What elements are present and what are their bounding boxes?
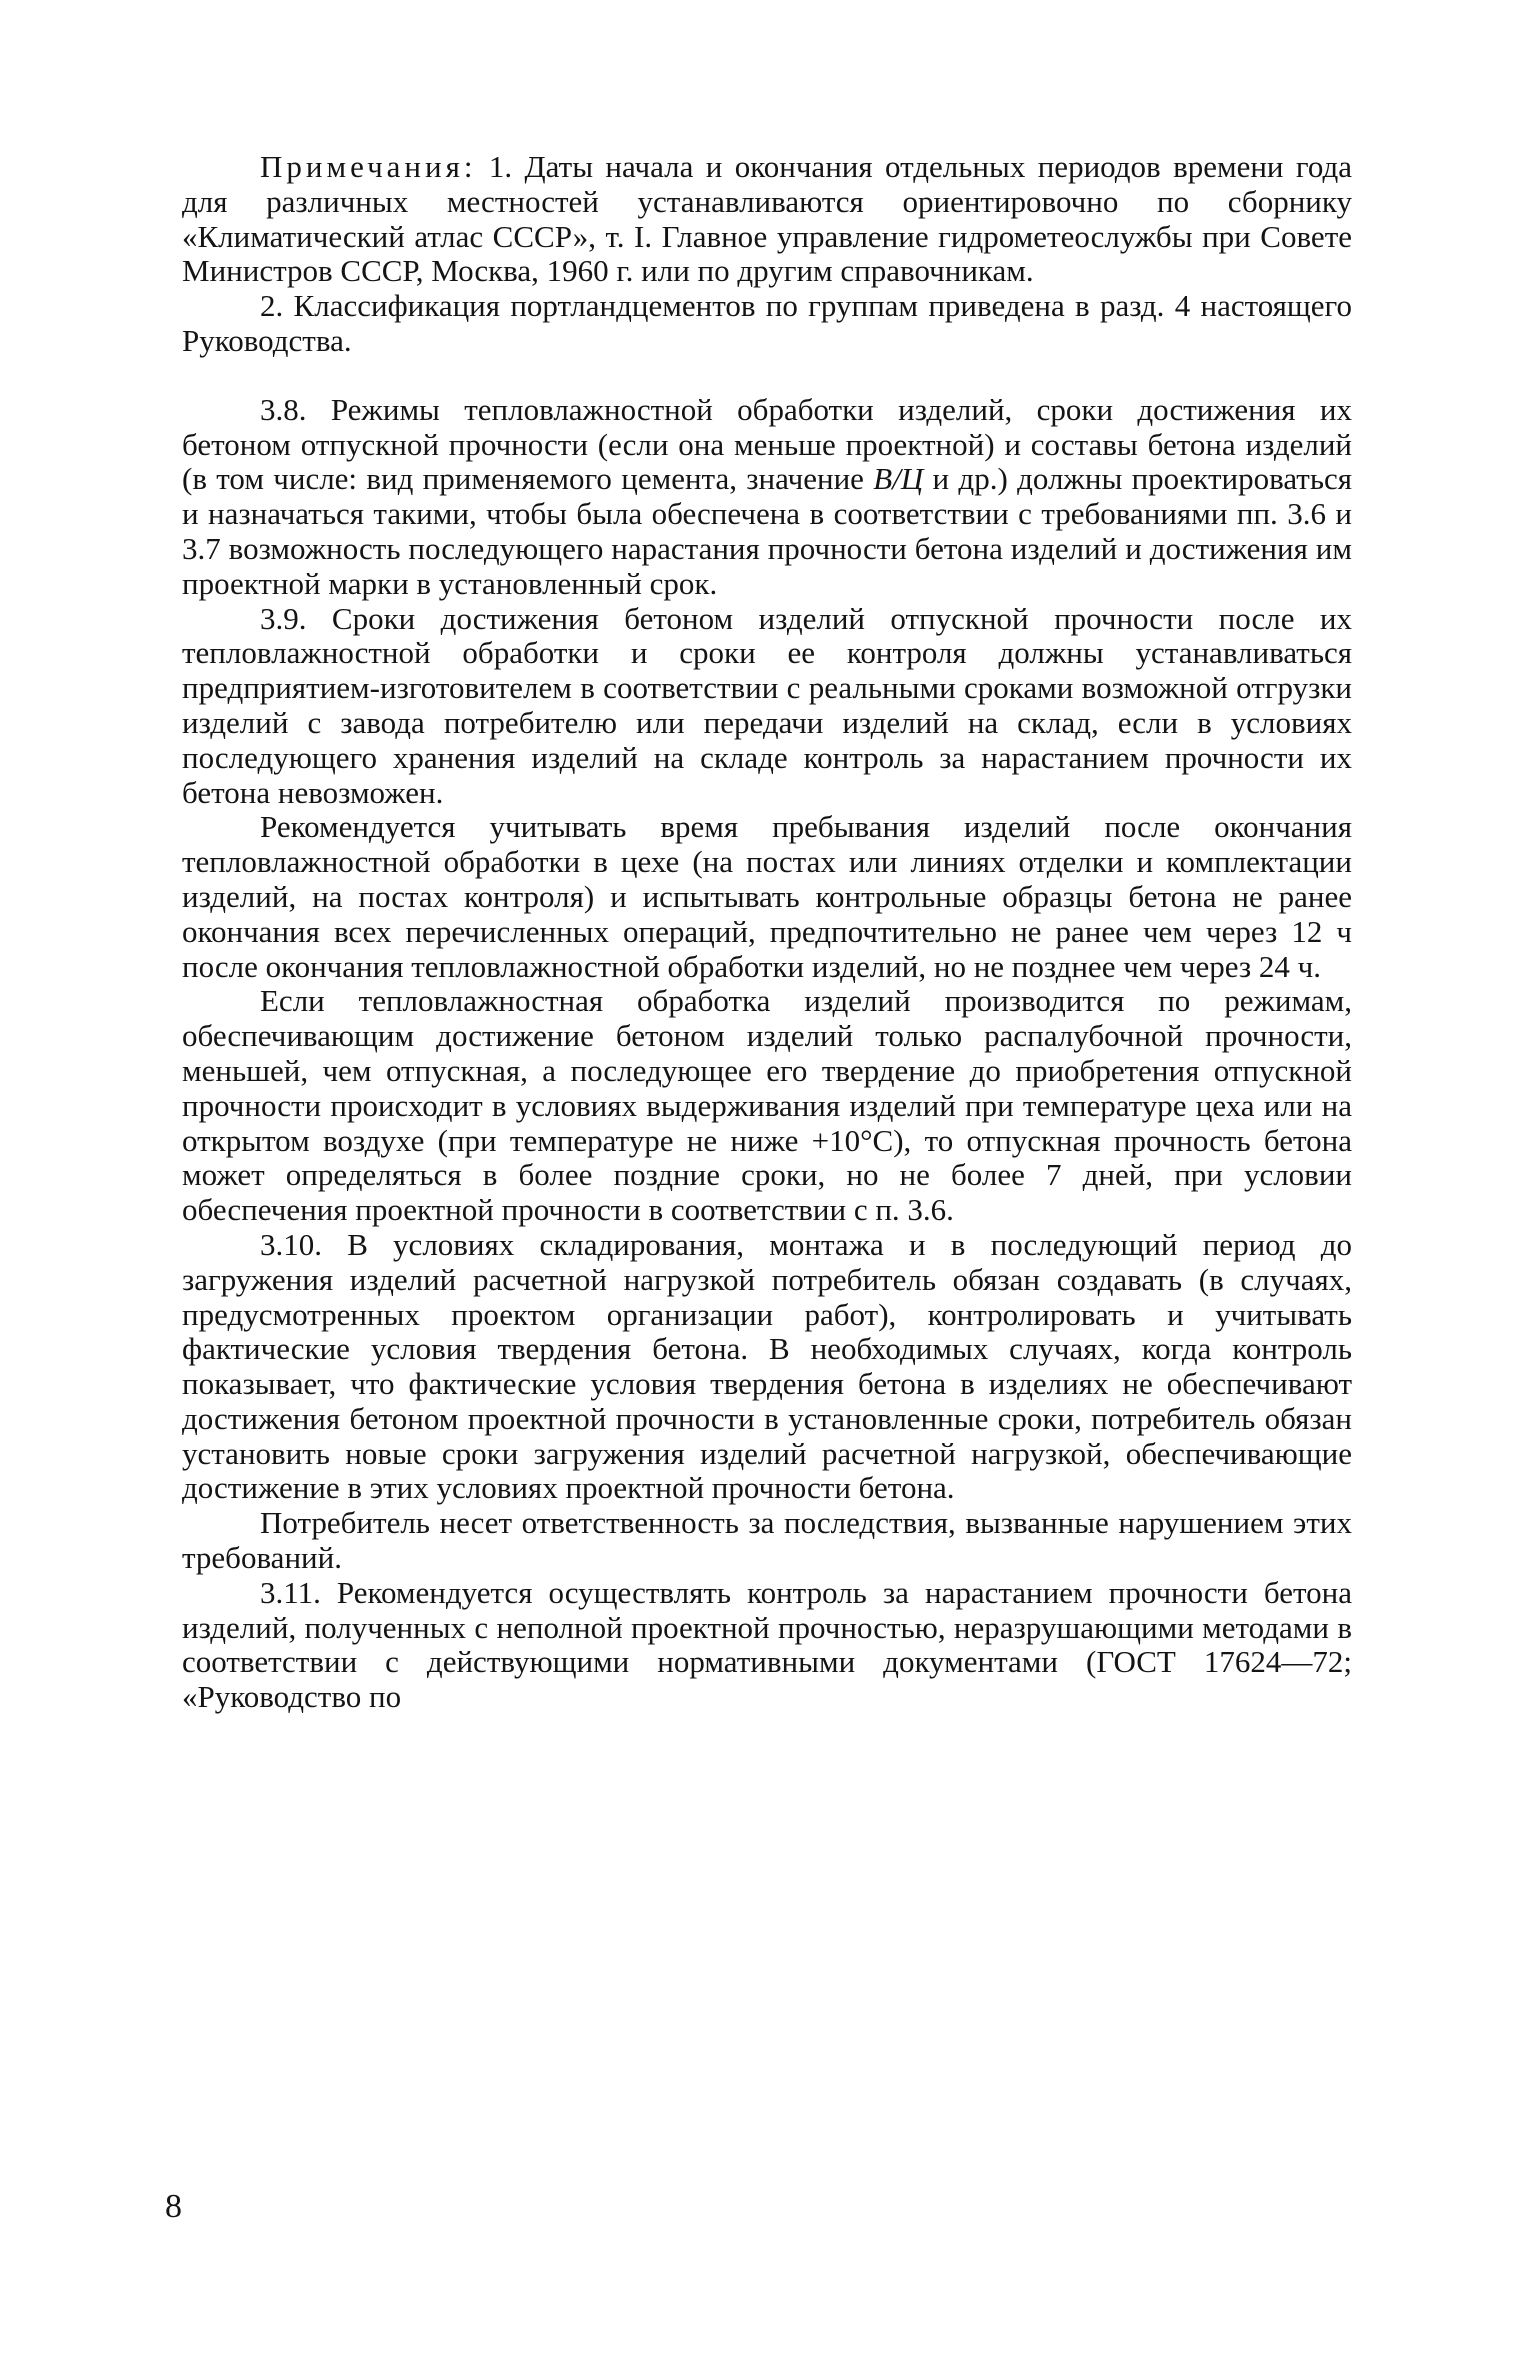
paragraph-3-8 bbox=[182, 393, 1352, 602]
paragraph-3-8-part-2: и др.) должны проектироваться и назначаться такими, чтобы была обеспечена в соответствии с требованиями пп. 3.6 и 3.7 возможность последующего нарастания прочности бетона изделий и достижения им проектной марки в установленный срок. bbox=[182, 461, 1352, 601]
spacer bbox=[182, 359, 1352, 393]
paragraph-3-10: 3.10. В условиях складирования, монтажа и в последующий период до загружения изделий расчетной нагрузкой потребитель обязан создавать (в случаях, предусмотренных проектом организации работ), контролировать и учитывать фактические условия твердения бетона. В необходимых случаях, когда контроль показывает, что фактические условия твердения бетона в изделиях не обеспечивают достижения бетоном проектной прочности в установленные сроки, потребитель обязан установить новые сроки загружения изделий расчетной нагрузкой, обеспечивающие достижение в этих условиях проектной прочности бетона. bbox=[182, 1226, 1352, 1506]
paragraph-3-8-part-1: 3.8. Режимы тепловлажностной обработки изделий, сроки достижения их бетоном отпускной прочности (если она меньше проектной) и составы бетона изделий (в том числе: вид применяемого цемента, значение bbox=[182, 391, 1352, 497]
page-number: 8 bbox=[165, 2188, 182, 2225]
paragraph-3-9-c: Если тепловлажностная обработка изделий производится по режимам, обеспечивающим достижение бетоном изделий только распалубочной прочности, меньшей, чем отпускная, а последующее его твердение до приобретения отпускной прочности происходит в условиях выдерживания изделий при температуре цеха или на открытом воздухе (при температуре не ниже +10°С), то отпускная прочность бетона может определяться в более поздние сроки, но не более 7 дней, при условии обеспечения проектной прочности в соответствии с п. 3.6. bbox=[182, 983, 1352, 1228]
note-1-text: 1. Даты начала и окончания отдельных периодов времени года для различных местностей устанавливаются ориентировочно по сборнику «Климатический атлас СССР», т. I. Главное управление гидрометеослужбы при Совете Министров СССР, Москва, 1960 г. или по другим справочникам. bbox=[182, 149, 1353, 289]
note-2: 2. Классификация портландцементов по группам приведена в разд. 4 настоящего Руководства. bbox=[182, 288, 1352, 358]
paragraph-3-9: 3.9. Сроки достижения бетоном изделий отпускной прочности после их тепловлажностной обработки и сроки ее контроля должны устанавливаться предприятием-изготовителем в соответствии с реальными сроками возможной отгрузки изделий с завода потребителю или передачи изделий на склад, если в условиях последующего хранения изделий на складе контроль за нарастанием прочности их бетона невозможен. bbox=[182, 600, 1352, 810]
notes-section bbox=[182, 150, 1352, 359]
ratio-symbol: В/Ц bbox=[873, 461, 924, 497]
body-text bbox=[182, 150, 1352, 1715]
note-1 bbox=[182, 150, 1352, 289]
notes-label: Примечания: bbox=[260, 149, 477, 184]
paragraph-3-10-b: Потребитель несет ответственность за последствия, вызванные нарушением этих требований. bbox=[182, 1505, 1352, 1576]
paragraph-3-11: 3.11. Рекомендуется осуществлять контроль за нарастанием прочности бетона изделий, полученных с неполной проектной прочностью, неразрушающими методами в соответствии с действующими нормативными документами (ГОСТ 17624—72; «Руководство по bbox=[182, 1574, 1352, 1715]
paragraph-3-9-b: Рекомендуется учитывать время пребывания изделий после окончания тепловлажностной обработки в цехе (на постах или линиях отделки и комплектации изделий, на постах контроля) и испытывать контрольные образцы бетона не ранее окончания всех перечисленных операций, предпочтительно не ранее чем через 12 ч после окончания тепловлажностной обработки изделий, но не позднее чем через 24 ч. bbox=[182, 809, 1352, 984]
